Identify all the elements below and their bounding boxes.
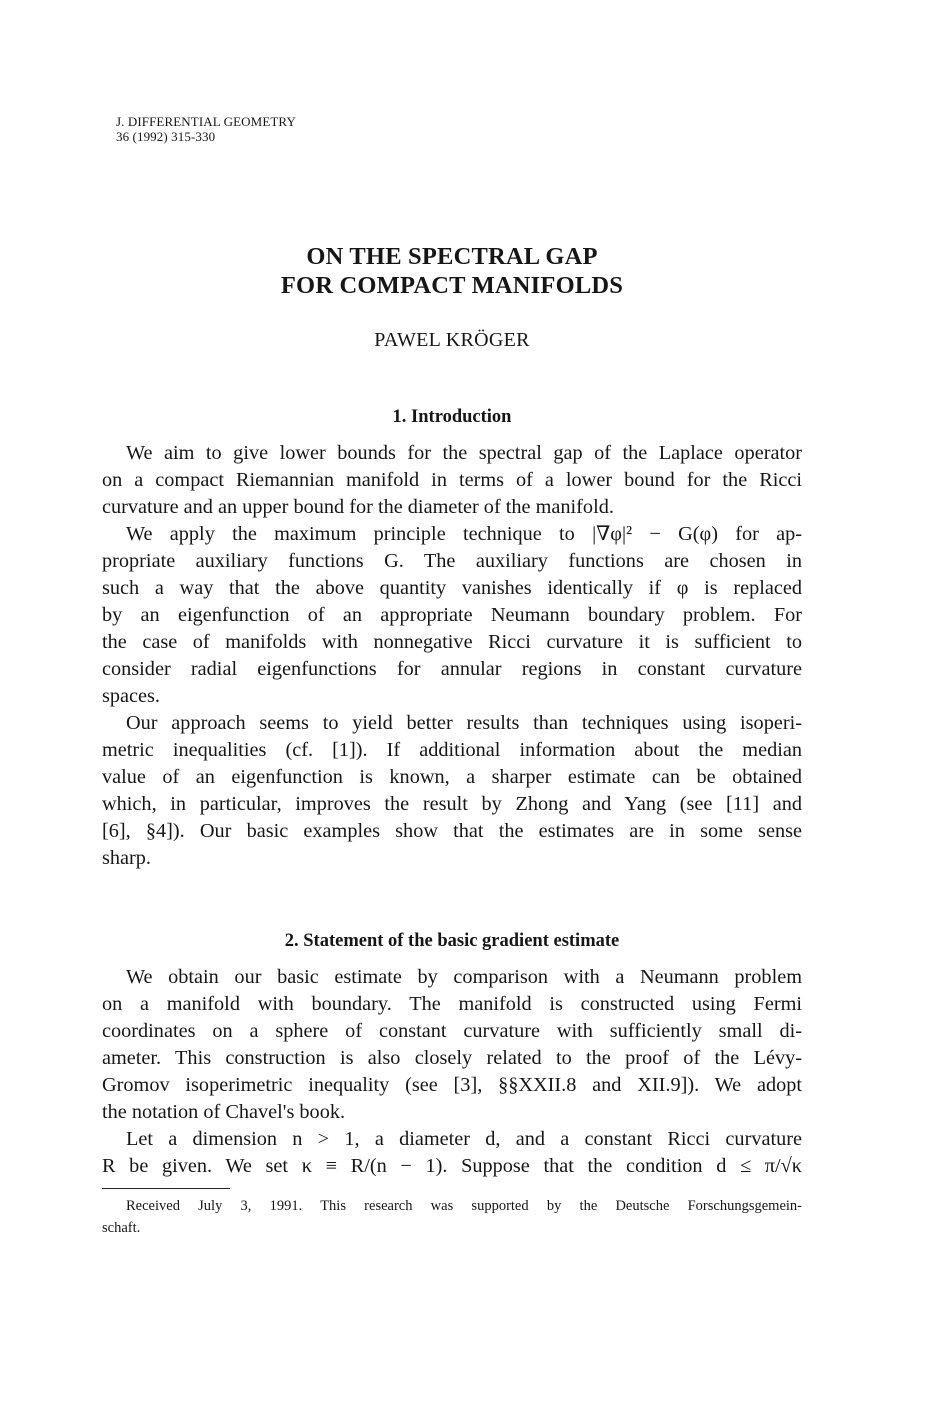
paper-title (0, 242, 904, 300)
paper-title-line-1: ON THE SPECTRAL GAP (306, 243, 598, 270)
body-line: on a compact Riemannian manifold in terms of a lower bound for the Ricci (102, 469, 802, 491)
journal-header (116, 114, 296, 144)
section-2-heading: 2. Statement of the basic gradient estimate (284, 931, 620, 951)
body-line: curvature and an upper bound for the diameter of the manifold. (102, 496, 614, 518)
journal-volume-pages: 36 (1992) 315-330 (116, 129, 216, 144)
body-line: Gromov isoperimetric inequality (see [3], §§XXII.8 and XII.9]). We adopt (102, 1074, 802, 1096)
body-line: metric inequalities (cf. [1]). If additional information about the median (102, 739, 802, 761)
body-line: which, in particular, improves the result by Zhong and Yang (see [11] and (102, 793, 802, 815)
body-line: We apply the maximum principle technique to |∇φ|² − G(φ) for ap- (126, 523, 802, 545)
footnote-line: schaft. (102, 1220, 141, 1236)
body-line: consider radial eigenfunctions for annular regions in constant curvature (102, 658, 802, 680)
author-name: PAWEL KRÖGER (374, 329, 530, 351)
body-line: such a way that the above quantity vanishes identically if φ is replaced (102, 577, 802, 599)
body-line: propriate auxiliary functions G. The auxiliary functions are chosen in (102, 550, 802, 572)
body-line: coordinates on a sphere of constant curvature with sufficiently small di- (102, 1020, 802, 1042)
body-line: sharp. (102, 847, 151, 869)
journal-name: J. DIFFERENTIAL GEOMETRY (116, 114, 296, 129)
body-line: on a manifold with boundary. The manifold is constructed using Fermi (102, 993, 802, 1015)
body-line: ameter. This construction is also closely related to the proof of the Lévy- (102, 1047, 802, 1069)
body-line: value of an eigenfunction is known, a sharper estimate can be obtained (102, 766, 802, 788)
body-line: Let a dimension n > 1, a diameter d, and a constant Ricci curvature (126, 1128, 802, 1150)
section-2-body (102, 964, 802, 1180)
body-line: Our approach seems to yield better results than techniques using isoperi- (126, 712, 802, 734)
paper-title-line-2: FOR COMPACT MANIFOLDS (280, 272, 624, 299)
body-line: the notation of Chavel's book. (102, 1101, 346, 1123)
footnote-divider (102, 1188, 230, 1189)
body-line: We aim to give lower bounds for the spectral gap of the Laplace operator (126, 442, 802, 464)
body-line: R be given. We set κ ≡ R/(n − 1). Suppose that the condition d ≤ π/√κ (102, 1155, 802, 1177)
section-1-heading: 1. Introduction (392, 407, 512, 427)
body-line: [6], §4]). Our basic examples show that the estimates are in some sense (102, 820, 802, 842)
body-line: the case of manifolds with nonnegative Ricci curvature it is sufficient to (102, 631, 802, 653)
body-line: We obtain our basic estimate by comparison with a Neumann problem (126, 966, 802, 988)
body-line: by an eigenfunction of an appropriate Neumann boundary problem. For (102, 604, 802, 626)
footnote (102, 1195, 802, 1239)
section-1-body (102, 440, 802, 872)
body-line: spaces. (102, 685, 161, 707)
footnote-line: Received July 3, 1991. This research was supported by the Deutsche Forschungsgemein- (126, 1198, 802, 1214)
